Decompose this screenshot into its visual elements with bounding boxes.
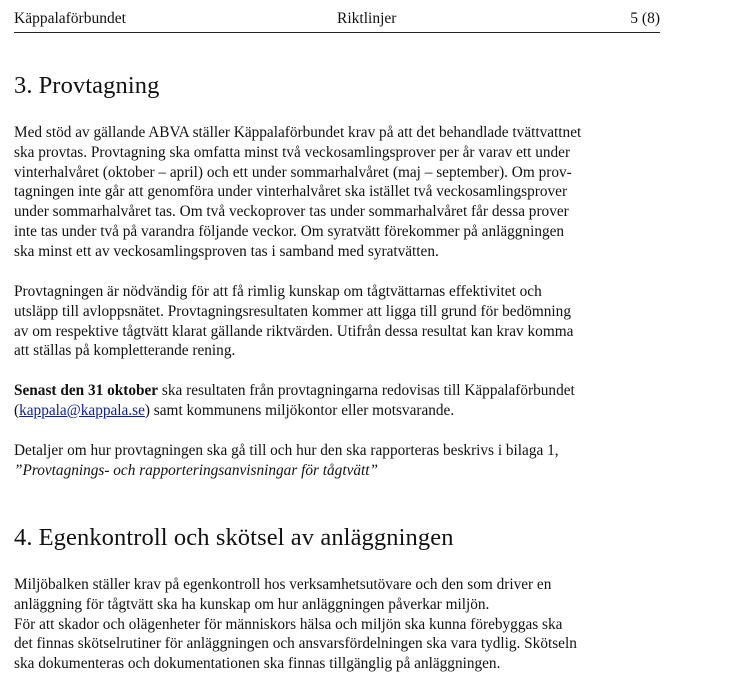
header-organization: Käppalaförbundet <box>14 10 126 27</box>
paragraph-line: För att skador och olägenheter för människors hälsa och miljön ska kunna förebyggas ska <box>14 615 563 633</box>
paragraph-line: Med stöd av gällande ABVA ställer Käppalaförbundet krav på att det behandlade tvättvattnet <box>14 124 582 141</box>
page-header <box>14 8 660 33</box>
paragraph-line: Detaljer om hur provtagningen ska gå till och hur den ska rapporteras beskrivs i bilaga 1, <box>14 442 559 459</box>
section-3-paragraph-deadline <box>14 381 664 421</box>
section-3-paragraph-details <box>14 441 664 481</box>
paragraph-line: ska provtas. Provtagning ska omfatta minst två veckosamlingsprover per år varav ett under <box>14 143 571 161</box>
paragraph-line: utsläpp till avloppsnätet. Provtagningsresultaten kommer att ligga till grund för bedömning <box>14 302 571 320</box>
paragraph-line <box>14 461 664 481</box>
section-3-paragraph-2 <box>14 282 664 361</box>
paragraph-line: anläggning för tågtvätt ska ha kunskap om hur anläggningen påverkar miljön. <box>14 595 490 613</box>
section-3-paragraph-1 <box>14 123 664 262</box>
section-3-number: 3. <box>14 72 33 99</box>
paragraph-line <box>14 381 664 401</box>
header-page-number: 5 (8) <box>630 10 660 27</box>
email-link[interactable]: kappala@kappala.se <box>19 401 145 419</box>
section-4-title: Egenkontroll och skötsel av anläggningen <box>38 524 454 551</box>
paragraph-line: av om respektive tågtvätt klarat gällande riktvärden. Utifrån dessa resultat kan krav komma <box>14 322 574 340</box>
paragraph-line: att ställas på kompletterande rening. <box>14 342 236 360</box>
appendix-title: ”Provtagnings- och rapporteringsanvisningar för tågtvätt” <box>14 461 379 479</box>
section-4-paragraph-1 <box>14 575 664 674</box>
deadline-text: ska resultaten från provtagningarna redovisas till Käppalaförbundet <box>158 382 575 399</box>
open-paren: ( <box>14 401 20 419</box>
recipients-text: ) samt kommunens miljökontor eller motsvarande. <box>144 401 455 419</box>
header-document-type: Riktlinjer <box>337 10 397 27</box>
paragraph-line: ska dokumenteras och dokumentationen ska finnas tillgänglig på anläggningen. <box>14 655 501 673</box>
section-3-title: Provtagning <box>38 72 160 99</box>
paragraph-line: inte tas under två på varandra följande veckor. Om syratvätt förekommer på anläggningen <box>14 222 565 240</box>
paragraph-line: Provtagningen är nödvändig för att få rimlig kunskap om tågtvättarnas effektivitet och <box>14 283 542 300</box>
section-4-number: 4. <box>14 524 33 551</box>
deadline-bold-text: Senast den 31 oktober <box>14 382 159 399</box>
paragraph-line: det finnas skötselrutiner för anläggningen och ansvarsfördelningen ska vara tydlig. Skötseln <box>14 635 577 653</box>
paragraph-line <box>14 401 664 421</box>
paragraph-line: under sommarhalvåret tas. Om två veckoprover tas under sommarhalvåret får dessa prover <box>14 203 569 221</box>
section-3-heading <box>14 72 159 100</box>
paragraph-line: vinterhalvåret (oktober – april) och ett under sommarhalvåret (maj – september). Om prov- <box>14 163 572 181</box>
paragraph-line: Miljöbalken ställer krav på egenkontroll hos verksamhetsutövare och den som driver en <box>14 576 552 593</box>
section-4-heading <box>14 524 454 552</box>
paragraph-line: tagningen inte går att genomföra under vinterhalvåret ska istället två veckosamlingsprover <box>14 183 568 201</box>
paragraph-line: ska minst ett av veckosamlingsproven tas i samband med syratvätten. <box>14 242 439 260</box>
